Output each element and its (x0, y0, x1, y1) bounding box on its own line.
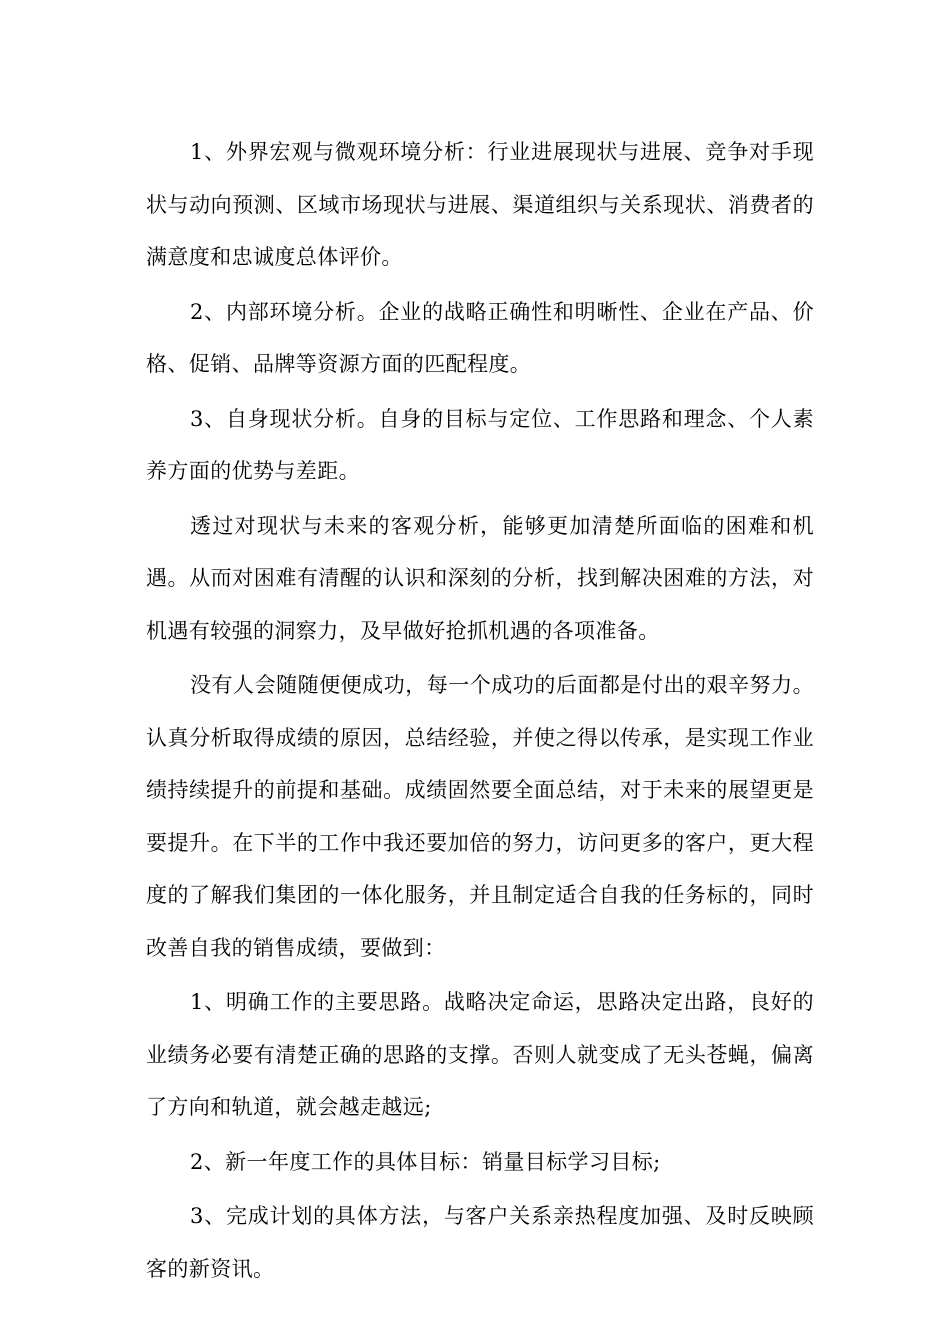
paragraph-external-environment: 1、外界宏观与微观环境分析：行业进展现状与进展、竞争对手现状与动向预测、区域市场现状与进展、渠道组织与关系现状、消费者的满意度和忠诚度总体评价。 (146, 140, 814, 269)
paragraph-objective-analysis: 透过对现状与未来的客观分析，能够更加清楚所面临的困难和机遇。从而对困难有清醒的认识和深刻的分析，找到解决困难的方法，对机遇有较强的洞察力，及早做好抢抓机遇的各项准备。 (146, 513, 814, 643)
paragraph-internal-environment: 2、内部环境分析。企业的战略正确性和明晰性、企业在产品、价格、促销、品牌等资源方面的匹配程度。 (146, 299, 814, 376)
paragraph-annual-goals: 2、新一年度工作的具体目标：销量目标学习目标; (190, 1149, 661, 1174)
paragraph-plan-methods: 3、完成计划的具体方法，与客户关系亲热程度加强、及时反映顾客的新资讯。 (146, 1204, 814, 1281)
paragraph-self-analysis: 3、自身现状分析。自身的目标与定位、工作思路和理念、个人素养方面的优势与差距。 (146, 406, 814, 483)
paragraph-success-effort: 没有人会随随便便成功，每一个成功的后面都是付出的艰辛努力。认真分析取得成绩的原因，总结经验，并使之得以传承，是实现工作业绩持续提升的前提和基础。成绩固然要全面总结，对于未来的展望更是要提升。在下半的工作中我还要加倍的努力，访问更多的客户，更大程度的了解我们集团的一体化服务，并且制定适合自我的任务标的，同时改善自我的销售成绩，要做到： (146, 673, 814, 960)
paragraph-clear-thinking: 1、明确工作的主要思路。战略决定命运，思路决定出路，良好的业绩务必要有清楚正确的思路的支撑。否则人就变成了无头苍蝇，偏离了方向和轨道，就会越走越远; (146, 990, 814, 1119)
document-body (146, 126, 814, 1297)
